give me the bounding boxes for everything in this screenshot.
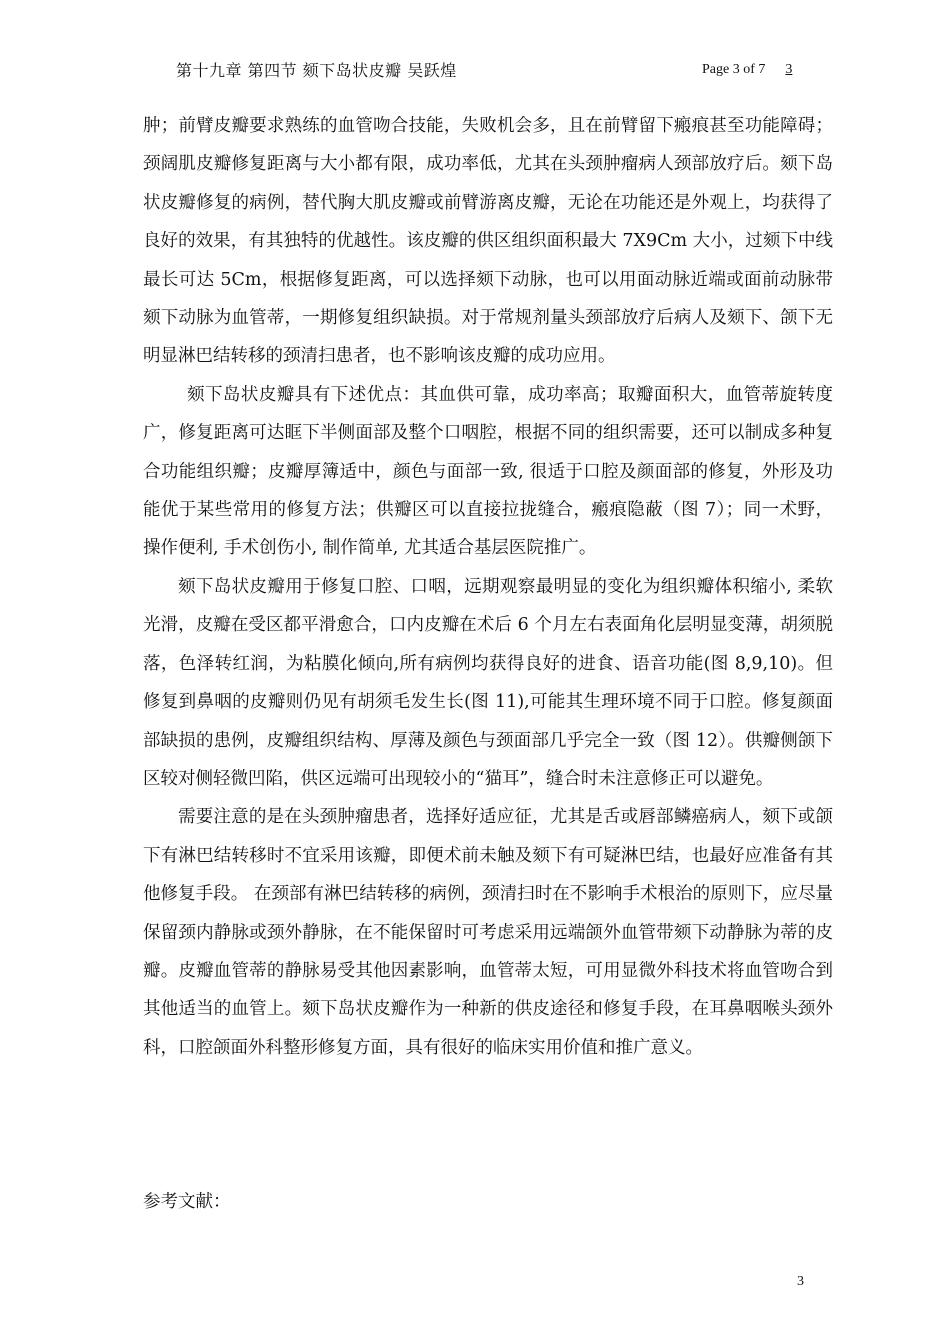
running-header-title: 第十九章 第四节 颏下岛状皮瓣 吴跃煌 — [176, 61, 457, 80]
paragraph-4: 需要注意的是在头颈肿瘤患者，选择好适应征，尤其是舌或唇部鳞癌病人，颏下或颌下有淋巴结转移时不宜采用该瓣，即便术前未触及颏下有可疑淋巴结，也最好应准备有其他修复手段。 在颈部有淋巴结转移的病例，颈清扫时在不影响手术根治的原则下，应尽量保留颈内静脉或颈外静脉，在不能保留时可考虑采用远端颌外血管带颏下动静脉为蒂的皮瓣。皮瓣血管蒂的静脉易受其他因素影响，血管蒂太短，可用显微外科技术将血管吻合到其他适当的血管上。颏下岛状皮瓣作为一种新的供皮途径和修复手段，在耳鼻咽喉头颈外科，口腔颌面外科整形修复方面，具有很好的临床实用价值和推广意义。 — [143, 807, 833, 1058]
page-count-label: Page 3 of 7 — [702, 62, 766, 77]
paragraph-2: 颏下岛状皮瓣具有下述优点：其血供可靠，成功率高；取瓣面积大，血管蒂旋转度广，修复距离可达眶下半侧面部及整个口咽腔，根据不同的组织需要，还可以制成多种复合功能组织瓣；皮瓣厚簿适中，颜色与面部一致, 很适于口腔及颜面部的修复，外形及功能优于某些常用的修复方法；供瓣区可以直接拉拢缝合，瘢痕隐蔽（图 7）；同一术野，操作便利, 手术创伤小, 制作简单, 尤其适合基层医院推广。 — [143, 384, 833, 559]
footer-page-number: 3 — [797, 1274, 804, 1289]
paragraph-3: 颏下岛状皮瓣用于修复口腔、口咽，远期观察最明显的变化为组织瓣体积缩小, 柔软光滑，皮瓣在受区都平滑愈合，口内皮瓣在术后 6 个月左右表面角化层明显变薄，胡须脱落，色泽转红润，为粘膜化倾向,所有病例均获得良好的进食、语音功能(图 8,9,10)。但修复到鼻咽的皮瓣则仍见有胡须毛发生长(图 11),可能其生理环境不同于口腔。修复颜面部缺损的患例，皮瓣组织结构、厚薄及颜色与颈面部几乎完全一致（图 12）。供瓣侧颌下区较对侧轻微凹陷，供区远端可出现较小的“猫耳”，缝合时未注意修正可以避免。 — [143, 576, 833, 789]
references-heading: 参考文献： — [143, 1192, 231, 1212]
running-header-page-indicator — [702, 62, 792, 78]
body-text — [143, 107, 833, 1067]
page-number-link[interactable]: 3 — [785, 62, 793, 77]
paragraph-1: 肿；前臂皮瓣要求熟练的血管吻合技能，失败机会多，且在前臂留下瘢痕甚至功能障碍；颈阔肌皮瓣修复距离与大小都有限，成功率低，尤其在头颈肿瘤病人颈部放疗后。颏下岛状皮瓣修复的病例，替代胸大肌皮瓣或前臂游离皮瓣，无论在功能还是外观上，均获得了良好的效果，有其独特的优越性。该皮瓣的供区组织面积最大 7X9Cm 大小，过颏下中线最长可达 5Cm，根据修复距离，可以选择颏下动脉，也可以用面动脉近端或面前动脉带颏下动脉为血管蒂，一期修复组织缺损。对于常规剂量头颈部放疗后病人及颏下、颌下无明显淋巴结转移的颈清扫患者，也不影响该皮瓣的成功应用。 — [143, 116, 833, 367]
